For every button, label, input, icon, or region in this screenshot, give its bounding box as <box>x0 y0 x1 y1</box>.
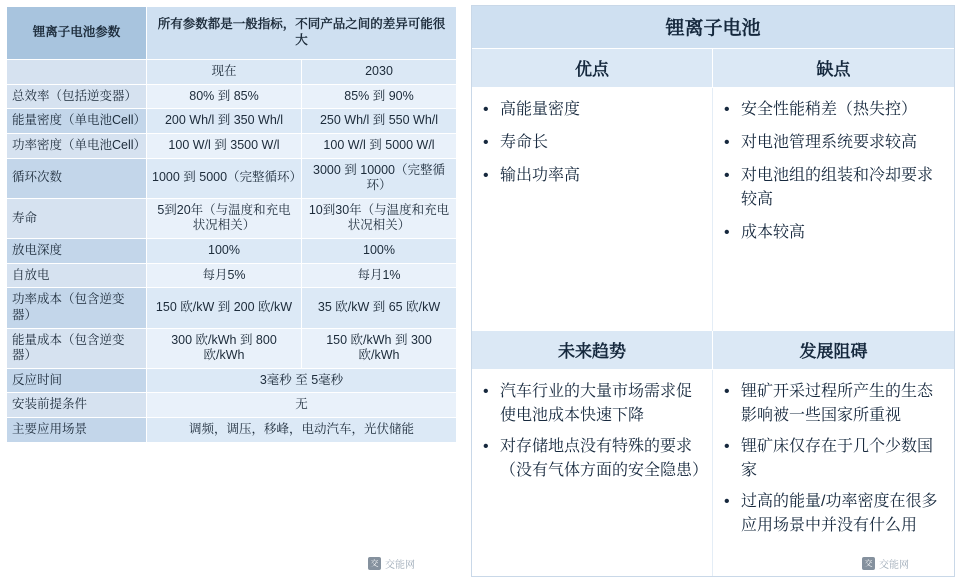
summary-title: 锂离子电池 <box>472 6 954 49</box>
row-label: 寿命 <box>7 198 147 238</box>
watermark-text: 交能网 <box>879 560 909 571</box>
row-value-merged: 无 <box>147 393 457 418</box>
list-cons <box>713 88 954 331</box>
list-item: • 锂矿开采过程所产生的生态影响被一些国家所重视 <box>739 380 946 428</box>
list-item: • 高能量密度 <box>498 98 704 122</box>
list-item: • 对存储地点没有特殊的要求（没有气体方面的安全隐患） <box>498 435 704 483</box>
row-value-future: 每月1% <box>302 263 457 288</box>
heading-cons: 缺点 <box>713 49 954 88</box>
table-row <box>7 60 457 85</box>
column-header-now: 现在 <box>147 60 302 85</box>
row-value-now: 每月5% <box>147 263 302 288</box>
row-label: 能量密度（单电池Cell） <box>7 109 147 134</box>
table-row <box>7 84 457 109</box>
row-value-future: 35 欧/kW 到 65 欧/kW <box>302 288 457 328</box>
list-pros <box>472 88 713 331</box>
watermark-logo-icon: 交 <box>368 557 381 570</box>
row-label: 安装前提条件 <box>7 393 147 418</box>
list-item: • 过高的能量/功率密度在很多应用场景中并没有什么用 <box>739 490 946 538</box>
table-row <box>7 158 457 198</box>
heading-barriers: 发展阻碍 <box>713 331 954 370</box>
corner-cell <box>7 60 147 85</box>
row-value-future: 150 欧/kWh 到 300 欧/kWh <box>302 328 457 368</box>
list-item: • 输出功率高 <box>498 164 704 188</box>
watermark-logo-icon: 交 <box>862 557 875 570</box>
row-label: 总效率（包括逆变器） <box>7 84 147 109</box>
summary-heading-row-top <box>472 49 954 88</box>
row-value-future: 3000 到 10000（完整循环） <box>302 158 457 198</box>
list-item: • 安全性能稍差（热失控） <box>739 98 946 122</box>
row-label: 主要应用场景 <box>7 418 147 443</box>
row-value-now: 100% <box>147 239 302 264</box>
heading-pros: 优点 <box>472 49 713 88</box>
row-value-now: 100 W/l 到 3500 W/l <box>147 133 302 158</box>
watermark-right <box>862 556 909 571</box>
table-row <box>7 7 457 60</box>
summary-body-row-bottom <box>472 370 954 576</box>
table-row <box>7 133 457 158</box>
row-value-now: 1000 到 5000（完整循环） <box>147 158 302 198</box>
row-value-merged: 3毫秒 至 5毫秒 <box>147 368 457 393</box>
table-row <box>7 328 457 368</box>
table-row <box>7 109 457 134</box>
table-row <box>7 239 457 264</box>
list-item: • 对电池组的组装和冷却要求较高 <box>739 164 946 212</box>
row-value-future: 85% 到 90% <box>302 84 457 109</box>
list-item: • 对电池管理系统要求较高 <box>739 131 946 155</box>
summary-body-row-top <box>472 88 954 331</box>
table-note: 所有参数都是一般指标，不同产品之间的差异可能很大 <box>147 7 457 60</box>
table-row <box>7 288 457 328</box>
summary-heading-row-bottom <box>472 331 954 370</box>
table-row <box>7 368 457 393</box>
row-value-now: 300 欧/kWh 到 800 欧/kWh <box>147 328 302 368</box>
row-value-future: 100 W/l 到 5000 W/l <box>302 133 457 158</box>
row-label: 反应时间 <box>7 368 147 393</box>
table-row <box>7 418 457 443</box>
row-value-now: 80% 到 85% <box>147 84 302 109</box>
table-row <box>7 198 457 238</box>
watermark-text: 交能网 <box>385 560 415 571</box>
row-label: 功率密度（单电池Cell） <box>7 133 147 158</box>
summary-panel <box>466 0 960 584</box>
list-barriers <box>713 370 954 576</box>
row-label: 放电深度 <box>7 239 147 264</box>
row-value-future: 10到30年（与温度和充电状况相关） <box>302 198 457 238</box>
column-header-future: 2030 <box>302 60 457 85</box>
row-value-now: 5到20年（与温度和充电状况相关） <box>147 198 302 238</box>
table-row <box>7 263 457 288</box>
list-item: • 汽车行业的大量市场需求促使电池成本快速下降 <box>498 380 704 428</box>
row-value-merged: 调频，调压，移峰，电动汽车，光伏储能 <box>147 418 457 443</box>
list-item: • 成本较高 <box>739 221 946 245</box>
row-label: 循环次数 <box>7 158 147 198</box>
table-row <box>7 393 457 418</box>
row-label: 自放电 <box>7 263 147 288</box>
heading-trends: 未来趋势 <box>472 331 713 370</box>
list-item: • 锂矿床仅存在于几个少数国家 <box>739 435 946 483</box>
spec-table <box>6 6 457 443</box>
list-item: • 寿命长 <box>498 131 704 155</box>
row-value-future: 100% <box>302 239 457 264</box>
list-trends <box>472 370 713 576</box>
row-label: 功率成本（包含逆变器） <box>7 288 147 328</box>
watermark-left <box>368 556 415 571</box>
row-value-now: 200 Wh/l 到 350 Wh/l <box>147 109 302 134</box>
row-value-now: 150 欧/kW 到 200 欧/kW <box>147 288 302 328</box>
row-label: 能量成本（包含逆变器） <box>7 328 147 368</box>
row-value-future: 250 Wh/l 到 550 Wh/l <box>302 109 457 134</box>
table-title: 锂离子电池参数 <box>7 7 147 60</box>
spec-table-panel <box>0 0 460 584</box>
